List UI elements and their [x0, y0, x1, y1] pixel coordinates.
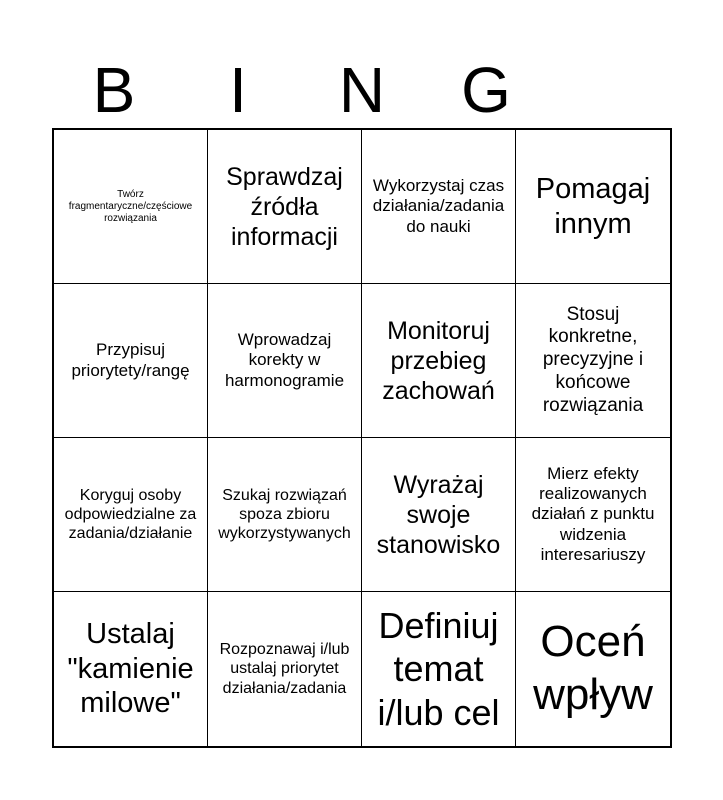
bingo-cell-15[interactable]: Definiuj temat i/lub cel — [362, 592, 516, 746]
bingo-cell-12[interactable]: Mierz efekty realizowanych działań z punktu widzenia interesariuszy — [516, 438, 670, 592]
bingo-cell-6[interactable]: Wprowadzaj korekty w harmonogramie — [208, 284, 362, 438]
bingo-cell-2[interactable]: Sprawdzaj źródła informacji — [208, 130, 362, 284]
bingo-cell-10[interactable]: Szukaj rozwiązań spoza zbioru wykorzystywanych — [208, 438, 362, 592]
header-letter-i: I — [229, 54, 247, 126]
bingo-cell-1[interactable]: Twórz fragmentaryczne/częściowe rozwiązania — [54, 130, 208, 284]
header-letter-b: B — [92, 54, 136, 126]
bingo-cell-14[interactable]: Rozpoznawaj i/lub ustalaj priorytet działania/zadania — [208, 592, 362, 746]
bingo-cell-11[interactable]: Wyrażaj swoje stanowisko — [362, 438, 516, 592]
bingo-board — [52, 128, 672, 748]
bingo-cell-3[interactable]: Wykorzystaj czas działania/zadania do nauki — [362, 130, 516, 284]
header-letter-n: N — [338, 54, 386, 126]
bingo-cell-16[interactable]: Oceń wpływ — [533, 617, 653, 719]
header-letter-g: G — [461, 54, 511, 126]
bingo-cell-4[interactable]: Pomagaj innym — [516, 130, 670, 284]
bingo-cell-7[interactable]: Monitoruj przebieg zachowań — [362, 284, 516, 438]
bingo-cell-8[interactable]: Stosuj konkretne, precyzyjne i końcowe rozwiązania — [516, 284, 670, 438]
bingo-cell-9[interactable]: Koryguj osoby odpowiedzialne za zadania/działanie — [54, 438, 208, 592]
bingo-cell-5[interactable]: Przypisuj priorytety/rangę — [54, 284, 208, 438]
bingo-header — [52, 52, 672, 128]
bingo-cell-13[interactable]: Ustalaj "kamienie milowe" — [54, 592, 208, 746]
